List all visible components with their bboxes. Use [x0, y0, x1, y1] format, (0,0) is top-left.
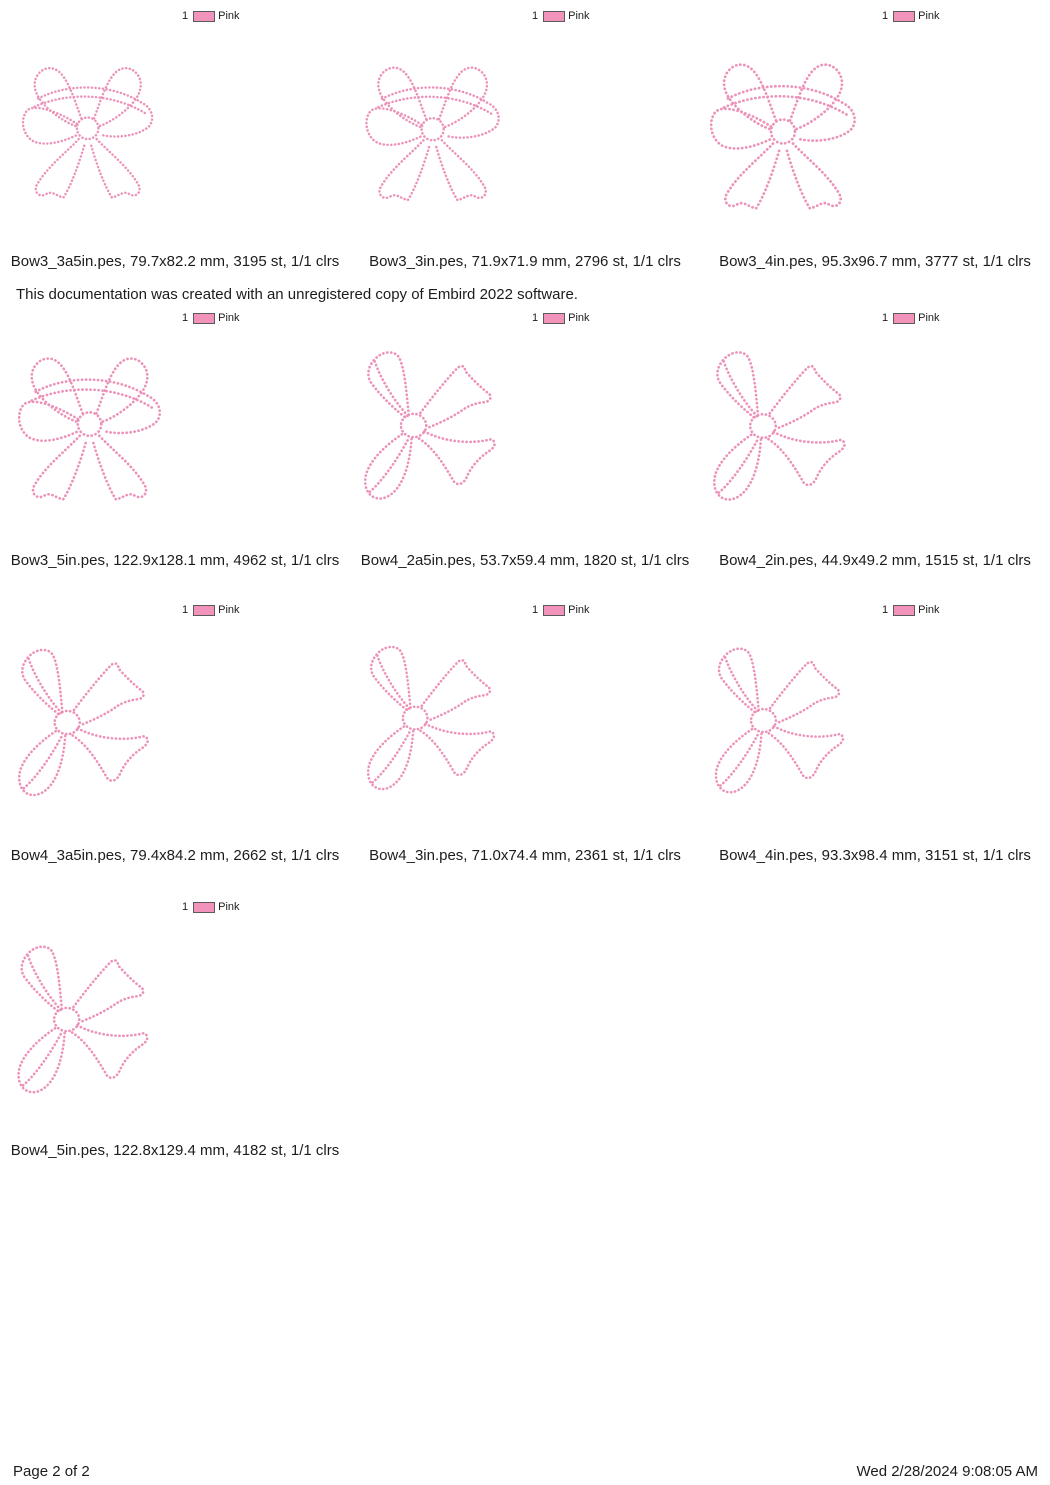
- thread-color-swatch: [543, 605, 565, 616]
- thread-color-swatch: [543, 313, 565, 324]
- thread-color-legend: [882, 604, 940, 616]
- thread-color-name: Pink: [218, 312, 240, 324]
- thread-color-legend: [532, 10, 590, 22]
- thread-color-legend: [882, 312, 940, 324]
- thread-number: 1: [182, 10, 189, 22]
- page-number: Page 2 of 2: [13, 1463, 90, 1480]
- thread-number: 1: [182, 604, 189, 616]
- thread-color-name: Pink: [218, 10, 240, 22]
- embroidery-design-bow3: [22, 57, 157, 205]
- design-caption: Bow4_4in.pes, 93.3x98.4 mm, 3151 st, 1/1 clrs: [719, 847, 1031, 864]
- thread-color-name: Pink: [918, 312, 940, 324]
- design-cell: [350, 604, 700, 867]
- embroidery-design-bow4: [711, 645, 858, 798]
- thread-color-legend: [182, 604, 240, 616]
- thread-color-name: Pink: [568, 10, 590, 22]
- thread-color-swatch: [893, 11, 915, 22]
- thread-color-name: Pink: [918, 10, 940, 22]
- thread-color-name: Pink: [218, 901, 240, 913]
- thread-color-swatch: [893, 313, 915, 324]
- thread-color-swatch: [193, 902, 215, 913]
- thread-color-legend: [882, 10, 940, 22]
- thread-number: 1: [882, 604, 889, 616]
- design-cell: [0, 10, 350, 273]
- thread-number: 1: [532, 10, 539, 22]
- thread-color-legend: [532, 312, 590, 324]
- thread-color-swatch: [193, 313, 215, 324]
- design-cell: [0, 901, 350, 1162]
- design-caption: Bow4_2in.pes, 44.9x49.2 mm, 1515 st, 1/1 clrs: [719, 552, 1031, 569]
- design-cell: [700, 10, 1050, 273]
- design-caption: Bow4_2a5in.pes, 53.7x59.4 mm, 1820 st, 1/1 clrs: [360, 552, 690, 569]
- thread-color-legend: [182, 10, 240, 22]
- embroidery-design-bow3: [363, 62, 506, 202]
- thread-color-name: Pink: [568, 604, 590, 616]
- design-cell: [700, 604, 1050, 867]
- embroidery-design-bow4: [711, 348, 858, 506]
- embroidery-design-bow4: [365, 640, 507, 798]
- thread-color-name: Pink: [918, 604, 940, 616]
- thread-number: 1: [882, 10, 889, 22]
- embroidery-design-bow4: [14, 943, 162, 1098]
- embroidery-design-bow3: [18, 352, 165, 502]
- design-caption: Bow3_3in.pes, 71.9x71.9 mm, 2796 st, 1/1 clrs: [369, 253, 681, 270]
- print-timestamp: Wed 2/28/2024 9:08:05 AM: [856, 1463, 1038, 1480]
- thread-color-swatch: [543, 11, 565, 22]
- design-caption: Bow3_4in.pes, 95.3x96.7 mm, 3777 st, 1/1 clrs: [719, 253, 1031, 270]
- design-caption: Bow4_5in.pes, 122.8x129.4 mm, 4182 st, 1/1 clrs: [10, 1142, 340, 1159]
- thread-color-swatch: [893, 605, 915, 616]
- embroidery-design-bow4: [362, 345, 508, 508]
- embroidery-design-bow4: [16, 646, 161, 801]
- thread-color-legend: [182, 312, 240, 324]
- thread-color-legend: [532, 604, 590, 616]
- design-caption: Bow3_5in.pes, 122.9x128.1 mm, 4962 st, 1/1 clrs: [10, 552, 340, 569]
- thread-color-name: Pink: [218, 604, 240, 616]
- design-cell: [700, 312, 1050, 572]
- thread-color-swatch: [193, 11, 215, 22]
- unregistered-copy-notice: This documentation was created with an unregistered copy of Embird 2022 software.: [16, 286, 578, 303]
- design-caption: Bow4_3a5in.pes, 79.4x84.2 mm, 2662 st, 1/1 clrs: [10, 847, 340, 864]
- thread-color-legend: [182, 901, 240, 913]
- design-cell: [350, 10, 700, 273]
- thread-color-swatch: [193, 605, 215, 616]
- thread-number: 1: [182, 312, 189, 324]
- thread-number: 1: [882, 312, 889, 324]
- embroidery-design-bow3: [710, 57, 860, 212]
- design-cell: [0, 604, 350, 867]
- design-cell: [0, 312, 350, 572]
- thread-number: 1: [532, 604, 539, 616]
- design-caption: Bow4_3in.pes, 71.0x74.4 mm, 2361 st, 1/1 clrs: [369, 847, 681, 864]
- design-cell: [350, 312, 700, 572]
- thread-number: 1: [182, 901, 189, 913]
- thread-color-name: Pink: [568, 312, 590, 324]
- design-caption: Bow3_3a5in.pes, 79.7x82.2 mm, 3195 st, 1/1 clrs: [10, 253, 340, 270]
- thread-number: 1: [532, 312, 539, 324]
